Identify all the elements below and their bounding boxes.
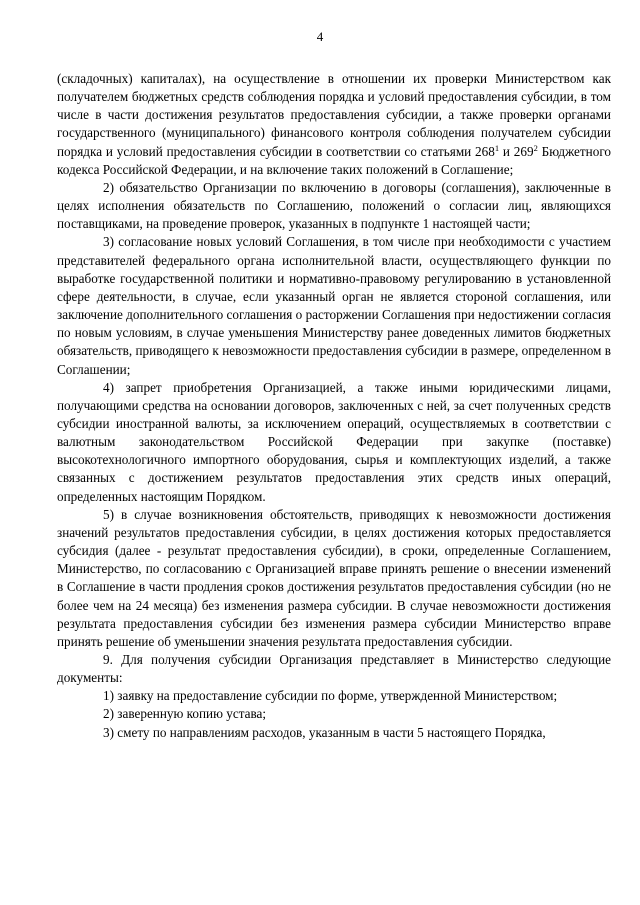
paragraph-item-2: 2) обязательство Организации по включению в договоры (соглашения), заключенные в целях исполнения обязательств по Соглашению, положений о согласии лиц, являющихся поставщиками, на проведение проверок, указанных в подпункте 1 настоящей части; (57, 179, 611, 232)
superscript: 2 (533, 142, 538, 153)
document-body (57, 70, 611, 742)
paragraph-item-5: 5) в случае возникновения обстоятельств, приводящих к невозможности достижения значений результатов предоставления субсидии, в целях достижения которых предоставляется субсидия (далее - результат предоставления субсидии), в сроки, определенные Соглашением, Министерство, по согласованию с Организацией вправе принять решение о внесении изменений в Соглашение в части продления сроков достижения результатов предоставления субсидии (но не более чем на 24 месяца) без изменения размера субсидии. В случае невозможности достижения результата предоставления субсидии без изменения размера субсидии Министерство вправе принять решение об уменьшении значения результата предоставления субсидии. (57, 506, 611, 649)
paragraph-text: (складочных) капиталах), на осуществление в отношении их проверки Министерством как получателем бюджетных средств соблюдения порядка и условий предоставления субсидии, в том числе в части достижения результатов предоставления субсидии, а также проверки органами государственного (муниципального) финансового контроля соблюдения получателем субсидии порядка и условий предоставления субсидии в соответствии со статьями 268 (57, 71, 611, 159)
paragraph-section-9: 9. Для получения субсидии Организация представляет в Министерство следующие документы: (57, 652, 611, 686)
paragraph-list-item-3: 3) смету по направлениям расходов, указанным в части 5 настоящего Порядка, (103, 724, 546, 740)
paragraph-item-4: 4) запрет приобретения Организацией, а также иными юридическими лицами, получающими средства на основании договоров, заключенных с ней, за счет полученных средств субсидии иностранной валюты, за исключением операций, осуществляемых в соответствии с валютным законодательством Российской Федерации при закупке (поставке) высокотехнологичного импортного оборудования, сырья и комплектующих изделий, а также связанных с достижением результатов предоставления этих средств иных операций, определенных настоящим Порядком. (57, 379, 611, 504)
paragraph-continuation (57, 70, 611, 179)
paragraph-list-item-1: 1) заявку на предоставление субсидии по форме, утвержденной Министерством; (103, 688, 558, 704)
paragraph-text: Бюджетного кодекса Российской Федерации, и на включение таких положений в Соглашение; (57, 143, 611, 177)
page-number: 4 (316, 29, 324, 44)
superscript: 1 (494, 142, 500, 153)
paragraph-item-3: 3) согласование новых условий Соглашения, в том числе при необходимости с участием представителей федерального органа исполнительной власти, осуществляющего функции по выработке государственной политики и нормативно-правовому регулированию в установленной сфере деятельности, в случае, если указанный орган не является стороной соглашения, или заключение дополнительного соглашения о расторжении Соглашения при недостижении согласия по новым условиям, в случае уменьшения Министерству ранее доведенных лимитов бюджетных обязательств, приводящего к невозможности предоставления субсидии в размере, определенном в Соглашении; (57, 234, 611, 377)
paragraph-list-item-2: 2) заверенную копию устава; (103, 706, 267, 722)
paragraph-text: и 269 (499, 143, 534, 159)
